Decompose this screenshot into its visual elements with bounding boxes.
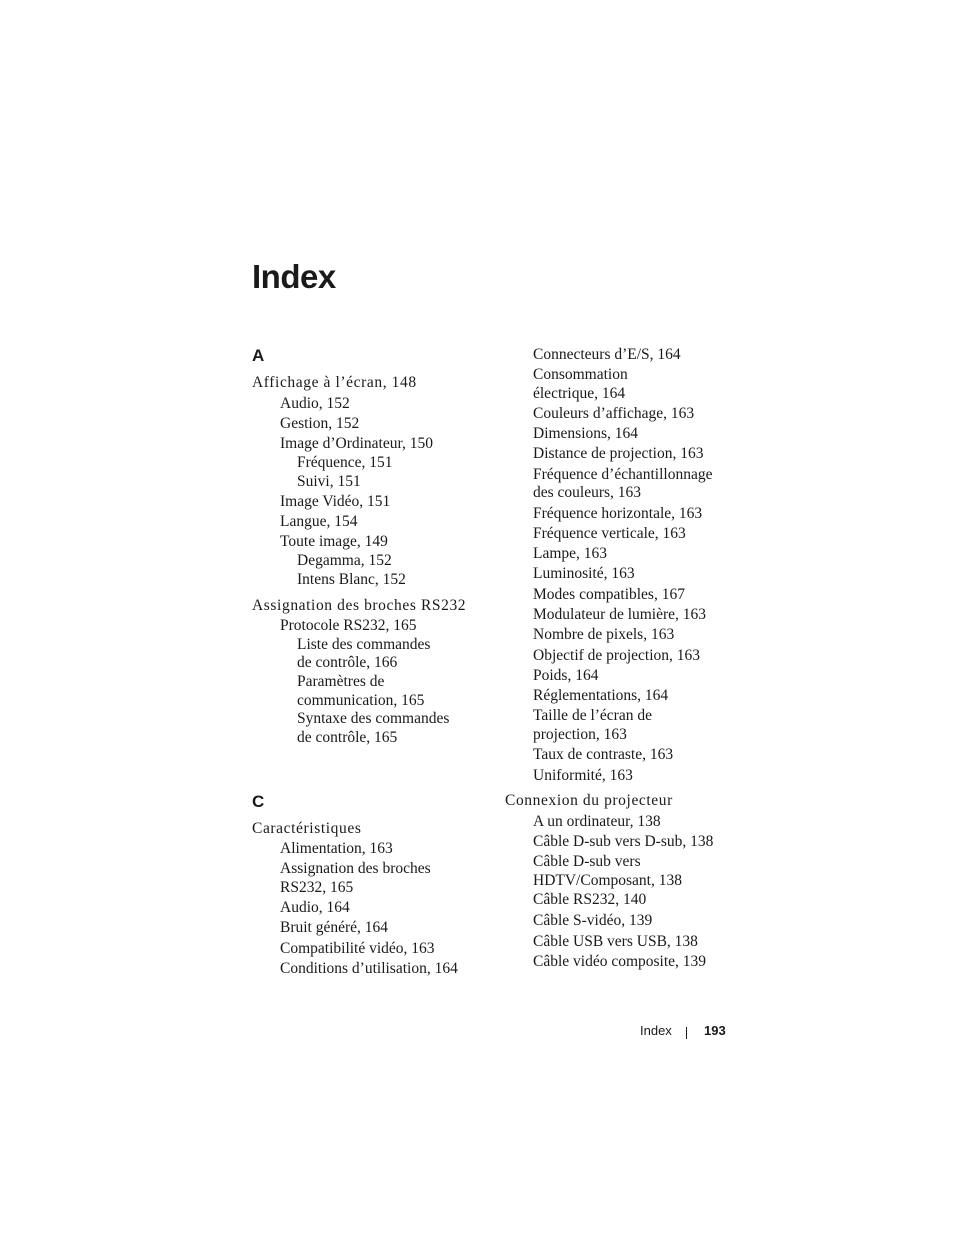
index-subsubentry: Fréquence, 151 — [297, 454, 393, 471]
index-subentry: Taille de l’écran de — [533, 707, 652, 724]
index-subentry: Gestion, 152 — [280, 415, 360, 432]
index-subentry: Protocole RS232, 165 — [280, 617, 417, 634]
index-subentry: Taux de contraste, 163 — [533, 746, 674, 763]
index-entry: Assignation des broches RS232 — [252, 597, 467, 614]
index-subentry: Câble USB vers USB, 138 — [533, 933, 698, 950]
index-subsubentry: Degamma, 152 — [297, 552, 392, 569]
index-subsubentry-continued: de contrôle, 166 — [297, 654, 398, 671]
index-subsubentry-continued: communication, 165 — [297, 692, 425, 709]
index-subentry-continued: RS232, 165 — [280, 879, 354, 896]
index-subentry: Objectif de projection, 163 — [533, 647, 701, 664]
index-subentry: Fréquence d’échantillonnage — [533, 466, 713, 483]
index-subentry: Câble S-vidéo, 139 — [533, 912, 653, 929]
index-subentry: Réglementations, 164 — [533, 687, 669, 704]
index-subentry: Image Vidéo, 151 — [280, 493, 391, 510]
index-subentry: Nombre de pixels, 163 — [533, 626, 675, 643]
index-subentry: Câble D-sub vers — [533, 853, 641, 870]
index-subentry: Compatibilité vidéo, 163 — [280, 940, 435, 957]
index-subentry: Uniformité, 163 — [533, 767, 633, 784]
index-subentry-continued: HDTV/Composant, 138 — [533, 872, 682, 889]
index-subentry: Langue, 154 — [280, 513, 358, 530]
index-subentry: Câble vidéo composite, 139 — [533, 953, 707, 970]
index-subentry: Distance de projection, 163 — [533, 445, 704, 462]
index-subentry-continued: électrique, 164 — [533, 385, 626, 402]
index-subentry: Câble RS232, 140 — [533, 891, 647, 908]
index-entry: Connexion du projecteur — [505, 792, 673, 809]
index-subentry: Luminosité, 163 — [533, 565, 635, 582]
index-subentry: Modes compatibles, 167 — [533, 586, 685, 603]
index-subsubentry-continued: de contrôle, 165 — [297, 729, 398, 746]
footer-section-label: Index — [640, 1023, 672, 1038]
index-entry: Affichage à l’écran, 148 — [252, 374, 417, 391]
index-subentry: Audio, 164 — [280, 899, 350, 916]
index-subsubentry: Suivi, 151 — [297, 473, 361, 490]
index-subentry: Fréquence verticale, 163 — [533, 525, 686, 542]
index-subentry: Connecteurs d’E/S, 164 — [533, 346, 681, 363]
index-subsubentry: Intens Blanc, 152 — [297, 571, 406, 588]
page-number: 193 — [704, 1023, 726, 1038]
index-subsubentry: Syntaxe des commandes — [297, 710, 450, 727]
footer-separator — [686, 1027, 687, 1039]
index-entry: Caractéristiques — [252, 820, 362, 837]
index-subentry: Alimentation, 163 — [280, 840, 393, 857]
index-subentry: Dimensions, 164 — [533, 425, 639, 442]
index-subentry: Assignation des broches — [280, 860, 431, 877]
index-subentry: Bruit généré, 164 — [280, 919, 389, 936]
index-subsubentry: Paramètres de — [297, 673, 385, 690]
index-subentry: Câble D-sub vers D-sub, 138 — [533, 833, 714, 850]
index-subentry: Fréquence horizontale, 163 — [533, 505, 703, 522]
index-subentry: Consommation — [533, 366, 628, 383]
index-subentry: Lampe, 163 — [533, 545, 608, 562]
index-subsubentry: Liste des commandes — [297, 636, 431, 653]
section-letter-c: C — [252, 792, 265, 811]
index-subentry: Conditions d’utilisation, 164 — [280, 960, 458, 977]
index-subentry: A un ordinateur, 138 — [533, 813, 661, 830]
index-subentry: Poids, 164 — [533, 667, 599, 684]
index-subentry: Toute image, 149 — [280, 533, 388, 550]
index-subentry: Modulateur de lumière, 163 — [533, 606, 707, 623]
index-subentry-continued: des couleurs, 163 — [533, 484, 642, 501]
index-subentry: Couleurs d’affichage, 163 — [533, 405, 695, 422]
index-subentry: Image d’Ordinateur, 150 — [280, 435, 434, 452]
page-title: Index — [252, 258, 336, 295]
section-letter-a: A — [252, 346, 265, 365]
index-subentry: Audio, 152 — [280, 395, 350, 412]
index-subentry-continued: projection, 163 — [533, 726, 627, 743]
